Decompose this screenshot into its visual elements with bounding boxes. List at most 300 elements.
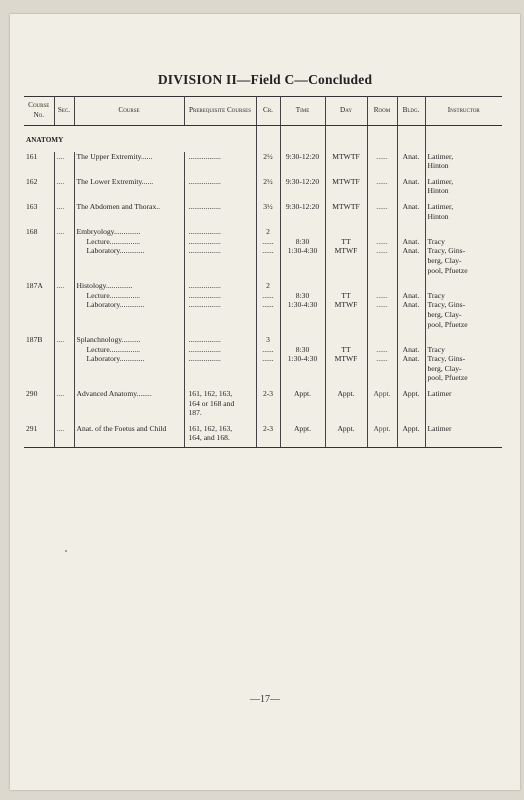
cell-course [74, 256, 184, 266]
cell-bldg: Anat. [397, 300, 425, 310]
cell-room: ...... [367, 237, 397, 247]
document-page [10, 14, 520, 790]
cell-course [74, 364, 184, 374]
cell-no [24, 246, 54, 256]
cell-instructor: Hinton [427, 186, 449, 196]
cell-cr [256, 408, 280, 418]
cell-sec [54, 266, 74, 276]
cell-course [74, 320, 184, 330]
cell-instructor: pool, Pfuetze [427, 373, 468, 383]
cell-bldg [397, 433, 425, 447]
cell-cr: ...... [256, 354, 280, 364]
cell-time: 8:30 [280, 291, 325, 301]
cell-no: 163 [24, 202, 54, 212]
cell-sec [54, 354, 74, 364]
cell-instructor: Tracy, Gins- [427, 354, 466, 364]
cell-course: The Abdomen and Thorax.. [74, 202, 184, 212]
cell-day [325, 408, 367, 418]
cell-instructor [425, 227, 502, 237]
cell-course: Advanced Anatomy........ [74, 389, 184, 399]
cell-sec [54, 256, 74, 266]
cell-day: MTWTF [325, 177, 367, 187]
cell-sec [54, 246, 74, 256]
cell-day: TT [325, 237, 367, 247]
cell-sec: .... [54, 177, 74, 187]
cell-time: 9:30-12:20 [280, 152, 325, 162]
table-row [24, 300, 502, 310]
cell-time [280, 408, 325, 418]
cell-day [325, 399, 367, 409]
cell-sec [54, 373, 74, 383]
cell-cr: 3 [256, 335, 280, 345]
header-course-no: Course No. [24, 97, 54, 126]
cell-no [24, 364, 54, 374]
cell-time: Appt. [280, 424, 325, 434]
cell-room: ...... [367, 177, 397, 187]
cell-no [24, 320, 54, 330]
cell-day [325, 186, 367, 196]
cell-cr: 2 [256, 281, 280, 291]
cell-prereq: 187. [184, 408, 256, 418]
cell-sec [54, 408, 74, 418]
cell-bldg: Anat. [397, 354, 425, 364]
course-schedule-table [24, 96, 502, 448]
cell-sec [54, 399, 74, 409]
cell-sec: .... [54, 152, 74, 162]
cell-no: 168 [24, 227, 54, 237]
cell-room [367, 161, 397, 171]
cell-cr: ...... [256, 246, 280, 256]
cell-no [24, 433, 54, 447]
cell-instructor: berg, Clay- [427, 363, 462, 373]
cell-time [280, 433, 325, 447]
cell-prereq: ................. [184, 291, 256, 301]
cell-time: 1:30-4:30 [280, 300, 325, 310]
header-course: Course [74, 97, 184, 126]
cell-sec [54, 186, 74, 196]
cell-time [280, 186, 325, 196]
cell-room [367, 310, 397, 320]
section-heading: ANATOMY [26, 136, 64, 144]
cell-sec: .... [54, 335, 74, 345]
cell-cr: 2½ [256, 177, 280, 187]
cell-course [74, 266, 184, 276]
cell-cr [256, 212, 280, 222]
cell-day [325, 212, 367, 222]
cell-day [325, 320, 367, 330]
cell-no [24, 345, 54, 355]
header-prerequisite: Prerequisite Courses [184, 97, 256, 126]
cell-day: MTWF [325, 354, 367, 364]
cell-day [325, 310, 367, 320]
cell-course [74, 373, 184, 383]
cell-day [325, 433, 367, 447]
cell-cr [256, 161, 280, 171]
cell-time: 9:30-12:20 [280, 177, 325, 187]
cell-time [280, 227, 325, 237]
cell-prereq: ................. [184, 202, 256, 212]
table-row [24, 354, 502, 364]
cell-cr [256, 364, 280, 374]
cell-room: ...... [367, 291, 397, 301]
cell-instructor: Latimer [427, 389, 452, 399]
cell-bldg [397, 320, 425, 330]
table-row [24, 246, 502, 256]
cell-day: TT [325, 291, 367, 301]
cell-bldg [397, 186, 425, 196]
cell-course: The Lower Extremity...... [74, 177, 184, 187]
cell-prereq: 161, 162, 163, [184, 389, 256, 399]
cell-prereq [184, 320, 256, 330]
cell-prereq [184, 364, 256, 374]
cell-room [367, 433, 397, 447]
table-row [24, 177, 502, 187]
cell-room [367, 266, 397, 276]
cell-no [24, 399, 54, 409]
table-row [24, 433, 502, 447]
table-row [24, 266, 502, 276]
cell-room [367, 227, 397, 237]
cell-room [367, 186, 397, 196]
cell-cr [256, 399, 280, 409]
cell-prereq: ................. [184, 237, 256, 247]
cell-room [367, 281, 397, 291]
cell-instructor: Latimer, [427, 201, 454, 211]
cell-cr: ...... [256, 345, 280, 355]
cell-cr: 2-3 [256, 424, 280, 434]
cell-prereq: 164 or 168 and [184, 399, 256, 409]
cell-instructor: Hinton [427, 161, 449, 171]
cell-time [280, 281, 325, 291]
cell-prereq [184, 266, 256, 276]
cell-cr: 2 [256, 227, 280, 237]
cell-cr: ...... [256, 300, 280, 310]
header-bldg: Bldg. [397, 97, 425, 126]
cell-sec [54, 300, 74, 310]
cell-instructor [425, 281, 502, 291]
cell-cr [256, 433, 280, 447]
cell-sec [54, 161, 74, 171]
cell-course [74, 408, 184, 418]
cell-course: Histology.............. [74, 281, 184, 291]
cell-bldg: Anat. [397, 237, 425, 247]
cell-no [24, 373, 54, 383]
cell-bldg: Anat. [397, 152, 425, 162]
cell-day [325, 266, 367, 276]
cell-sec: .... [54, 227, 74, 237]
table-row [24, 364, 502, 374]
cell-sec: .... [54, 424, 74, 434]
cell-course [74, 161, 184, 171]
cell-time: 1:30-4:30 [280, 354, 325, 364]
cell-no [24, 266, 54, 276]
cell-cr [256, 373, 280, 383]
cell-course: Laboratory............. [74, 246, 184, 256]
cell-instructor: Tracy, Gins- [427, 300, 466, 310]
header-day: Day [325, 97, 367, 126]
cell-sec [54, 310, 74, 320]
cell-instructor: Tracy [427, 236, 445, 246]
header-instructor: Instructor [425, 97, 502, 126]
cell-instructor: Tracy, Gins- [427, 246, 466, 256]
table-row [24, 256, 502, 266]
cell-time [280, 335, 325, 345]
cell-room: ...... [367, 246, 397, 256]
cell-cr: 3½ [256, 202, 280, 212]
table-row [24, 345, 502, 355]
cell-instructor: Tracy [427, 290, 445, 300]
header-room: Room [367, 97, 397, 126]
cell-no [24, 310, 54, 320]
cell-course: Lecture................ [74, 237, 184, 247]
paper-speck [65, 550, 67, 552]
cell-time [280, 364, 325, 374]
cell-bldg [397, 227, 425, 237]
cell-room: Appt. [367, 389, 397, 399]
cell-no [24, 237, 54, 247]
cell-sec: .... [54, 389, 74, 399]
cell-no [24, 300, 54, 310]
page-title: DIVISION II—Field C—Concluded [157, 72, 373, 87]
cell-day [325, 256, 367, 266]
cell-day: Appt. [325, 389, 367, 399]
cell-time [280, 256, 325, 266]
cell-time [280, 320, 325, 330]
cell-instructor: pool, Pfuetze [427, 265, 468, 275]
cell-room [367, 408, 397, 418]
table-row [24, 408, 502, 418]
cell-no: 290 [24, 389, 54, 399]
cell-no [24, 256, 54, 266]
cell-instructor: Latimer, [427, 176, 454, 186]
cell-instructor: pool, Pfuetze [427, 319, 468, 329]
cell-cr [256, 186, 280, 196]
cell-cr [256, 266, 280, 276]
cell-sec [54, 345, 74, 355]
cell-cr [256, 256, 280, 266]
cell-time [280, 373, 325, 383]
cell-sec [54, 212, 74, 222]
cell-day [325, 373, 367, 383]
cell-sec: .... [54, 202, 74, 212]
cell-day: MTWF [325, 300, 367, 310]
cell-time: 9:30-12:20 [280, 202, 325, 212]
cell-bldg: Anat. [397, 291, 425, 301]
header-sec: Sec. [54, 97, 74, 126]
cell-cr [256, 320, 280, 330]
cell-bldg [397, 310, 425, 320]
cell-bldg [397, 266, 425, 276]
cell-room: ...... [367, 202, 397, 212]
cell-bldg [397, 212, 425, 222]
cell-course: Embryology.............. [74, 227, 184, 237]
cell-bldg [397, 335, 425, 345]
cell-day: TT [325, 345, 367, 355]
table-row [24, 202, 502, 212]
cell-prereq: ................. [184, 345, 256, 355]
cell-cr: 2-3 [256, 389, 280, 399]
cell-course: The Upper Extremity...... [74, 152, 184, 162]
table-row [24, 389, 502, 399]
cell-prereq: ................. [184, 354, 256, 364]
cell-no: 162 [24, 177, 54, 187]
cell-day [325, 227, 367, 237]
cell-bldg [397, 373, 425, 383]
cell-no: 161 [24, 152, 54, 162]
table-row [24, 424, 502, 434]
table-row [24, 161, 502, 171]
cell-no [24, 212, 54, 222]
table-header-row [24, 97, 502, 126]
header-credits: Cr. [256, 97, 280, 126]
cell-bldg: Appt. [397, 424, 425, 434]
table-row [24, 186, 502, 196]
cell-cr: ...... [256, 291, 280, 301]
table-row [24, 310, 502, 320]
cell-room: ...... [367, 152, 397, 162]
cell-instructor: Tracy [427, 344, 445, 354]
cell-day [325, 281, 367, 291]
cell-instructor [425, 399, 502, 409]
cell-sec: .... [54, 281, 74, 291]
cell-bldg [397, 281, 425, 291]
cell-room [367, 364, 397, 374]
cell-time [280, 266, 325, 276]
cell-sec [54, 291, 74, 301]
cell-time: 1:30-4:30 [280, 246, 325, 256]
cell-prereq: ................. [184, 246, 256, 256]
cell-time: 8:30 [280, 237, 325, 247]
cell-course: Lecture................ [74, 291, 184, 301]
cell-bldg: Anat. [397, 202, 425, 212]
cell-time [280, 399, 325, 409]
cell-bldg: Anat. [397, 345, 425, 355]
table-row [24, 320, 502, 330]
cell-course: Laboratory............. [74, 354, 184, 364]
cell-no [24, 408, 54, 418]
cell-day [325, 161, 367, 171]
table-row [24, 212, 502, 222]
cell-room [367, 399, 397, 409]
cell-instructor: Latimer [427, 423, 452, 433]
cell-course: Splanchnology.......... [74, 335, 184, 345]
cell-instructor [425, 408, 502, 418]
cell-bldg: Anat. [397, 246, 425, 256]
cell-bldg [397, 256, 425, 266]
cell-bldg: Appt. [397, 389, 425, 399]
cell-no [24, 354, 54, 364]
cell-no: 187B [24, 335, 54, 345]
cell-instructor [425, 335, 502, 345]
cell-course: Anat. of the Foetus and Child [74, 424, 184, 434]
cell-room: Appt. [367, 424, 397, 434]
cell-course: Laboratory............. [74, 300, 184, 310]
cell-prereq: ................. [184, 300, 256, 310]
cell-day: MTWF [325, 246, 367, 256]
cell-prereq: ................. [184, 227, 256, 237]
cell-prereq: ................. [184, 335, 256, 345]
cell-room [367, 256, 397, 266]
header-time: Time [280, 97, 325, 126]
cell-room: ...... [367, 345, 397, 355]
cell-prereq [184, 256, 256, 266]
cell-room: ...... [367, 300, 397, 310]
cell-room [367, 320, 397, 330]
cell-course [74, 212, 184, 222]
page-number: —17— [250, 694, 280, 705]
cell-cr: ...... [256, 237, 280, 247]
cell-time [280, 310, 325, 320]
cell-sec [54, 433, 74, 447]
cell-sec [54, 237, 74, 247]
cell-time [280, 161, 325, 171]
cell-day: MTWTF [325, 202, 367, 212]
cell-course [74, 310, 184, 320]
table-row [24, 152, 502, 162]
cell-course: Lecture................ [74, 345, 184, 355]
cell-prereq [184, 161, 256, 171]
cell-prereq [184, 310, 256, 320]
table-row [24, 399, 502, 409]
cell-prereq: ................. [184, 281, 256, 291]
cell-room [367, 373, 397, 383]
cell-room: ...... [367, 354, 397, 364]
cell-instructor [425, 433, 502, 447]
cell-bldg [397, 399, 425, 409]
cell-sec [54, 364, 74, 374]
cell-bldg [397, 408, 425, 418]
cell-prereq: 161, 162, 163, [184, 424, 256, 434]
cell-time [280, 212, 325, 222]
cell-instructor: Latimer, [427, 151, 454, 161]
cell-cr [256, 310, 280, 320]
cell-no: 187A [24, 281, 54, 291]
cell-cr: 2½ [256, 152, 280, 162]
table-row [24, 291, 502, 301]
cell-no: 291 [24, 424, 54, 434]
table-row [24, 237, 502, 247]
cell-prereq [184, 212, 256, 222]
table-row [24, 335, 502, 345]
cell-room [367, 335, 397, 345]
cell-day [325, 364, 367, 374]
cell-no [24, 291, 54, 301]
cell-no [24, 161, 54, 171]
cell-day: MTWTF [325, 152, 367, 162]
cell-instructor: berg, Clay- [427, 255, 462, 265]
cell-time: Appt. [280, 389, 325, 399]
cell-sec [54, 320, 74, 330]
cell-prereq [184, 186, 256, 196]
cell-bldg: Anat. [397, 177, 425, 187]
cell-course [74, 186, 184, 196]
cell-prereq: 164, and 168. [184, 433, 256, 447]
section-row [24, 126, 502, 152]
cell-day [325, 335, 367, 345]
cell-bldg [397, 161, 425, 171]
cell-time: 8:30 [280, 345, 325, 355]
table-row [24, 281, 502, 291]
cell-bldg [397, 364, 425, 374]
cell-prereq: ................. [184, 177, 256, 187]
cell-day: Appt. [325, 424, 367, 434]
table-row [24, 227, 502, 237]
cell-prereq [184, 373, 256, 383]
cell-instructor: Hinton [427, 211, 449, 221]
table-row [24, 373, 502, 383]
cell-room [367, 212, 397, 222]
cell-course [74, 399, 184, 409]
